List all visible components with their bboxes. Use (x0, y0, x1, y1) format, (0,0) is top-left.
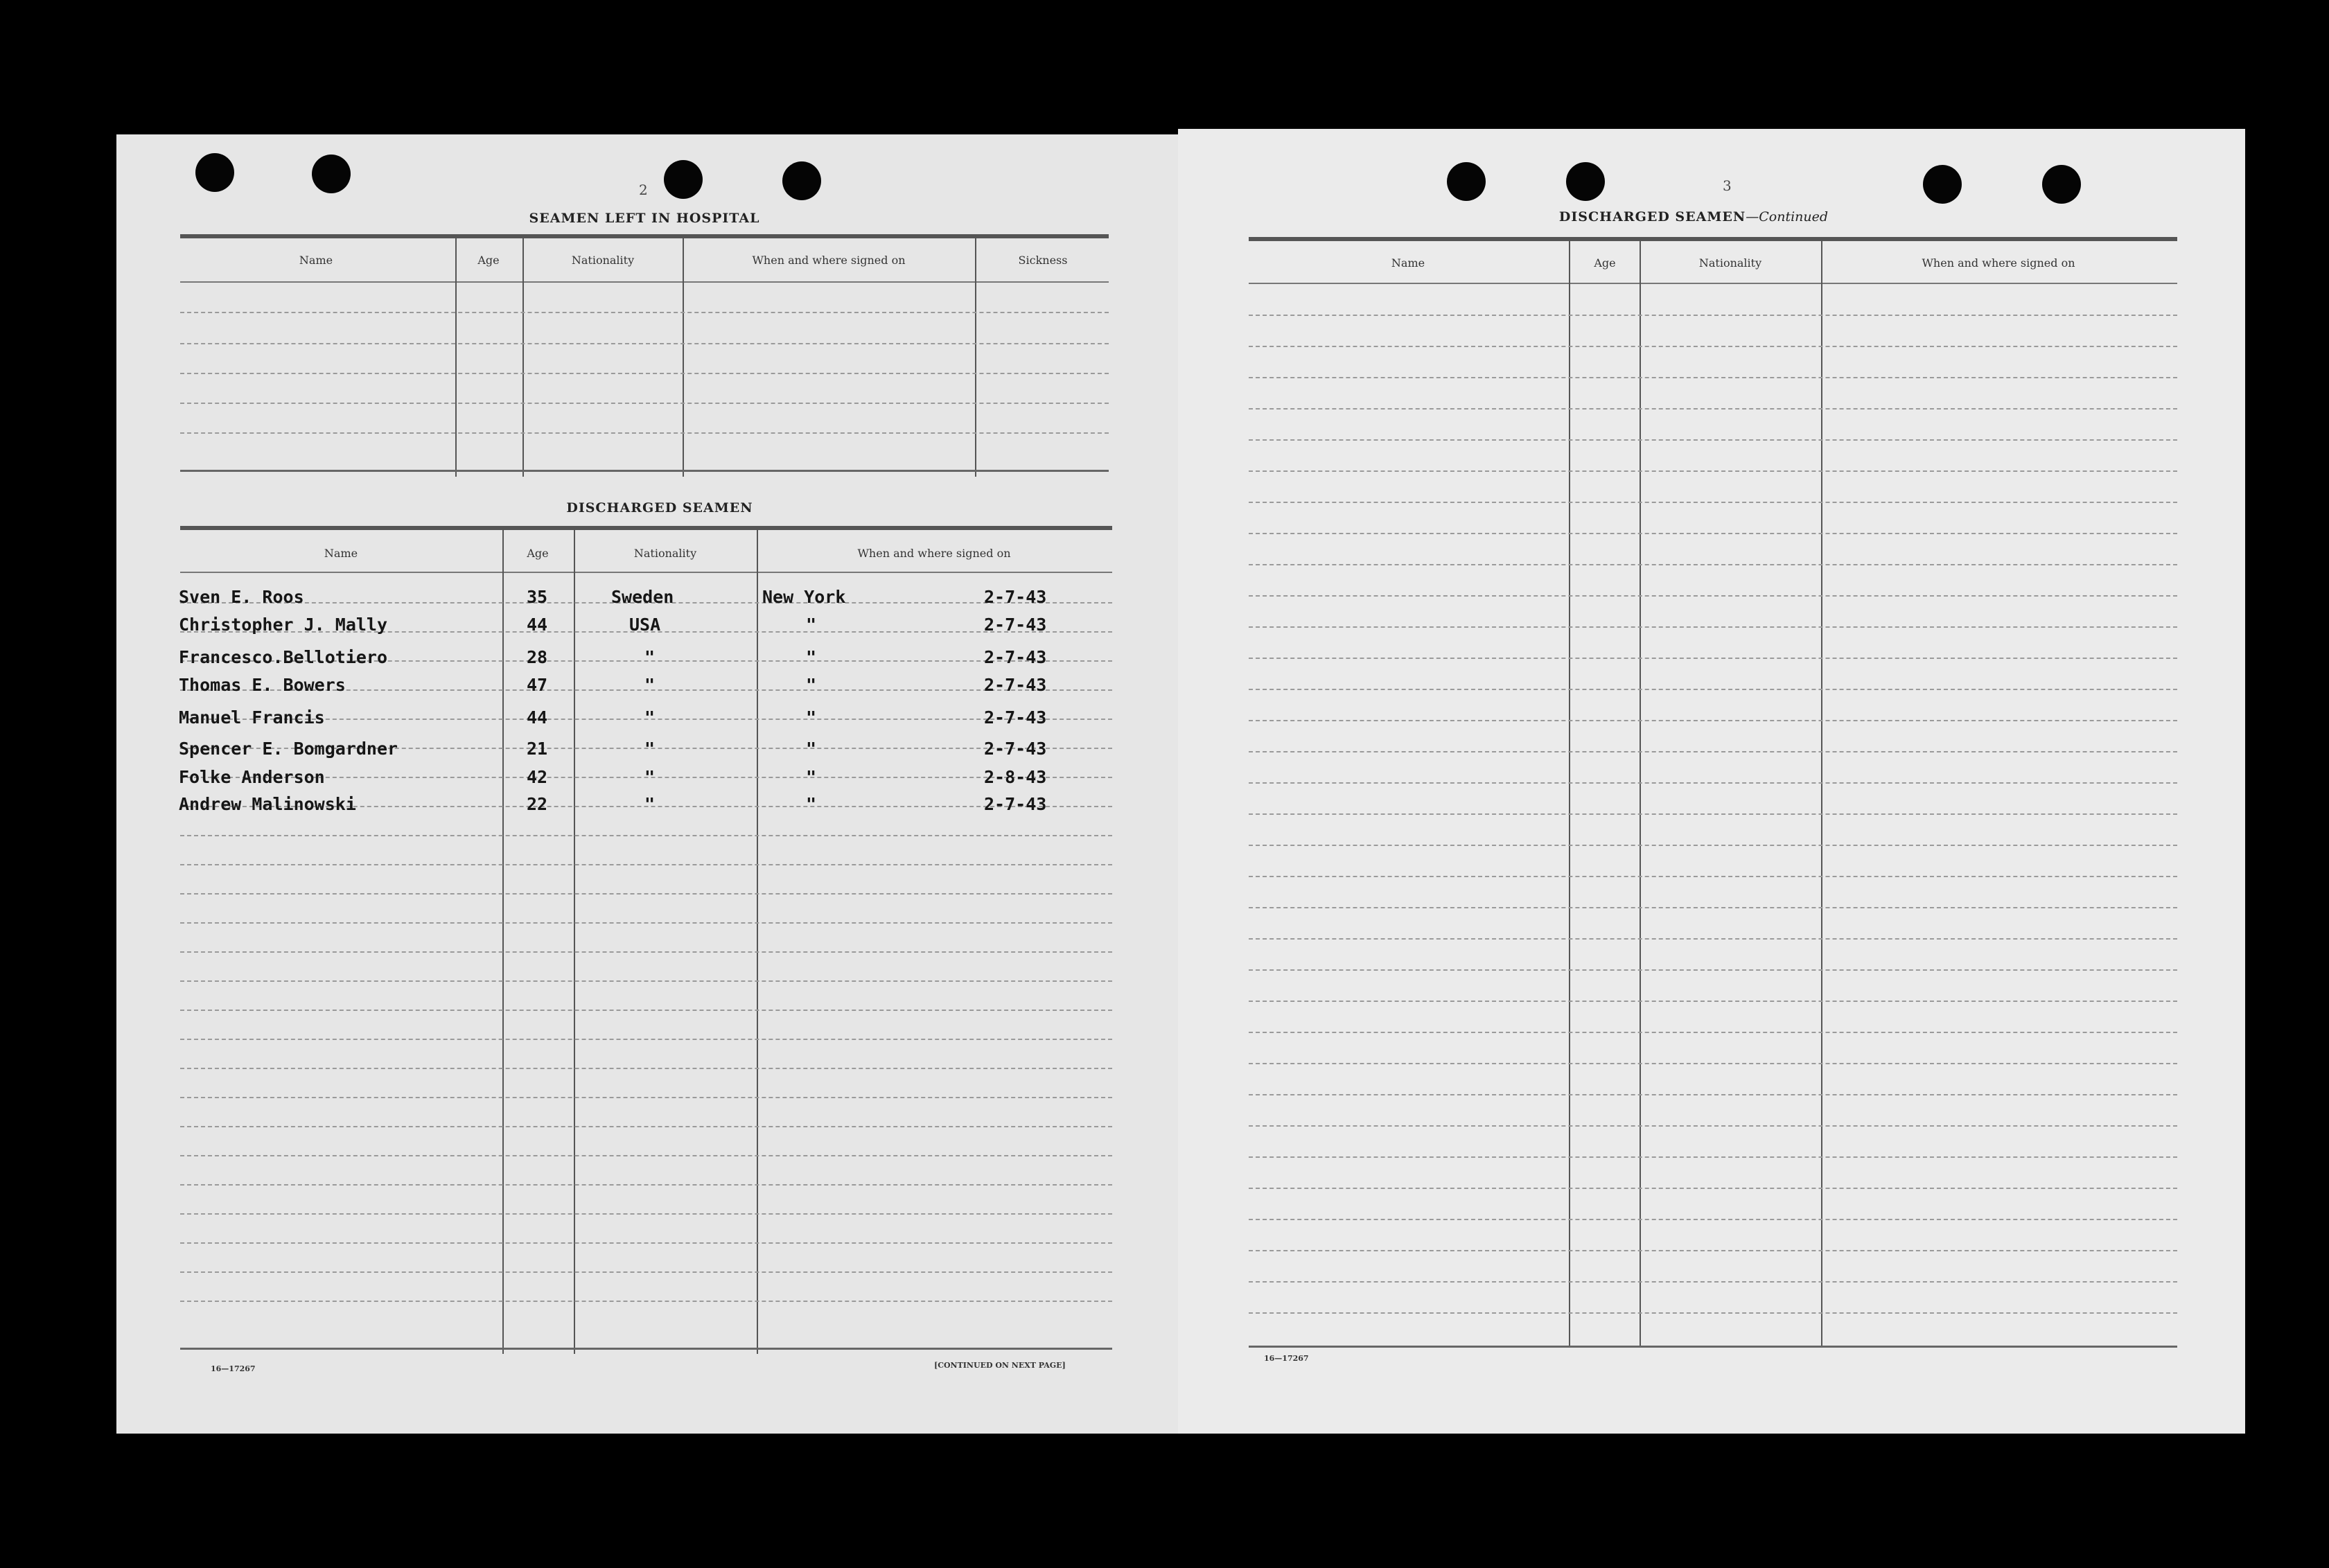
seaman-nationality: " (644, 767, 656, 787)
right-page (1178, 129, 2245, 1434)
discharged-header-signed-on: When and where signed on (857, 547, 1011, 560)
seaman-nationality: Sweden (611, 587, 674, 607)
signed-on-date: 2-7-43 (984, 587, 1047, 607)
signed-on-place: New York (762, 587, 846, 607)
punch-hole (1447, 162, 1486, 201)
discharged-header-age: Age (527, 547, 549, 560)
seaman-age: 28 (527, 647, 548, 667)
signed-on-date: 2-7-43 (984, 794, 1047, 814)
continued-header-nationality: Nationality (1698, 256, 1762, 270)
signed-on-date: 2-7-43 (984, 739, 1047, 759)
signed-on-date: 2-7-43 (984, 615, 1047, 635)
signed-on-date: 2-7-43 (984, 707, 1047, 728)
seaman-name: Andrew Malinowski (179, 794, 356, 814)
seaman-name: Spencer E. Bomgardner (179, 739, 398, 759)
signed-on-place: " (806, 767, 817, 787)
signed-on-date: 2-7-43 (984, 675, 1047, 695)
hospital-header-sickness: Sickness (1018, 254, 1068, 267)
seaman-name: Christopher J. Mally (179, 615, 388, 635)
seaman-name: Sven E. Roos (179, 587, 304, 607)
seaman-nationality: " (644, 794, 656, 814)
discharged-section-title: DISCHARGED SEAMEN (566, 500, 753, 516)
hospital-section-title: SEAMEN LEFT IN HOSPITAL (529, 211, 760, 226)
form-number: 16—17267 (211, 1364, 256, 1373)
signed-on-place: " (806, 794, 817, 814)
continued-header-age: Age (1594, 256, 1616, 270)
punch-hole (312, 155, 351, 193)
signed-on-place: " (806, 739, 817, 759)
punch-hole (1566, 162, 1605, 201)
page-number: 3 (1723, 177, 1732, 194)
punch-hole (1923, 165, 1962, 204)
continued-header-name: Name (1391, 256, 1425, 270)
continued-header-signed-on: When and where signed on (1922, 256, 2075, 270)
hospital-header-name: Name (299, 254, 333, 267)
seaman-nationality: " (644, 707, 656, 728)
signed-on-place: " (806, 707, 817, 728)
discharged-header-nationality: Nationality (633, 547, 697, 560)
seaman-nationality: " (644, 675, 656, 695)
form-number: 16—17267 (1264, 1354, 1309, 1363)
seaman-name: Francesco.Bellotiero (179, 647, 388, 667)
signed-on-date: 2-7-43 (984, 647, 1047, 667)
seaman-age: 22 (527, 794, 548, 814)
left-page (116, 134, 1182, 1434)
discharged-continued-title: DISCHARGED SEAMEN—Continued (1558, 209, 1829, 224)
discharged-header-name: Name (324, 547, 358, 560)
seaman-name: Folke Anderson (179, 767, 325, 787)
punch-hole (195, 153, 234, 192)
seaman-age: 44 (527, 707, 548, 728)
seaman-nationality: " (644, 647, 656, 667)
seaman-age: 42 (527, 767, 548, 787)
seaman-nationality: " (644, 739, 656, 759)
seaman-age: 35 (527, 587, 548, 607)
discharged-continued-table (1249, 237, 2177, 1477)
signed-on-place: " (806, 675, 817, 695)
continued-note: [CONTINUED ON NEXT PAGE] (934, 1361, 1066, 1370)
punch-hole (664, 160, 703, 199)
seaman-age: 47 (527, 675, 548, 695)
hospital-header-signed-on: When and where signed on (752, 254, 906, 267)
hospital-table (180, 234, 1109, 477)
seaman-nationality: USA (629, 615, 661, 635)
hospital-header-age: Age (477, 254, 500, 267)
discharged-table (180, 526, 1112, 1354)
seaman-name: Manuel Francis (179, 707, 325, 728)
hospital-header-nationality: Nationality (571, 254, 635, 267)
signed-on-date: 2-8-43 (984, 767, 1047, 787)
signed-on-place: " (806, 615, 817, 635)
punch-hole (782, 161, 821, 200)
signed-on-place: " (806, 647, 817, 667)
seaman-age: 44 (527, 615, 548, 635)
seaman-age: 21 (527, 739, 548, 759)
page-number: 2 (639, 182, 648, 198)
seaman-name: Thomas E. Bowers (179, 675, 346, 695)
punch-hole (2042, 165, 2081, 204)
